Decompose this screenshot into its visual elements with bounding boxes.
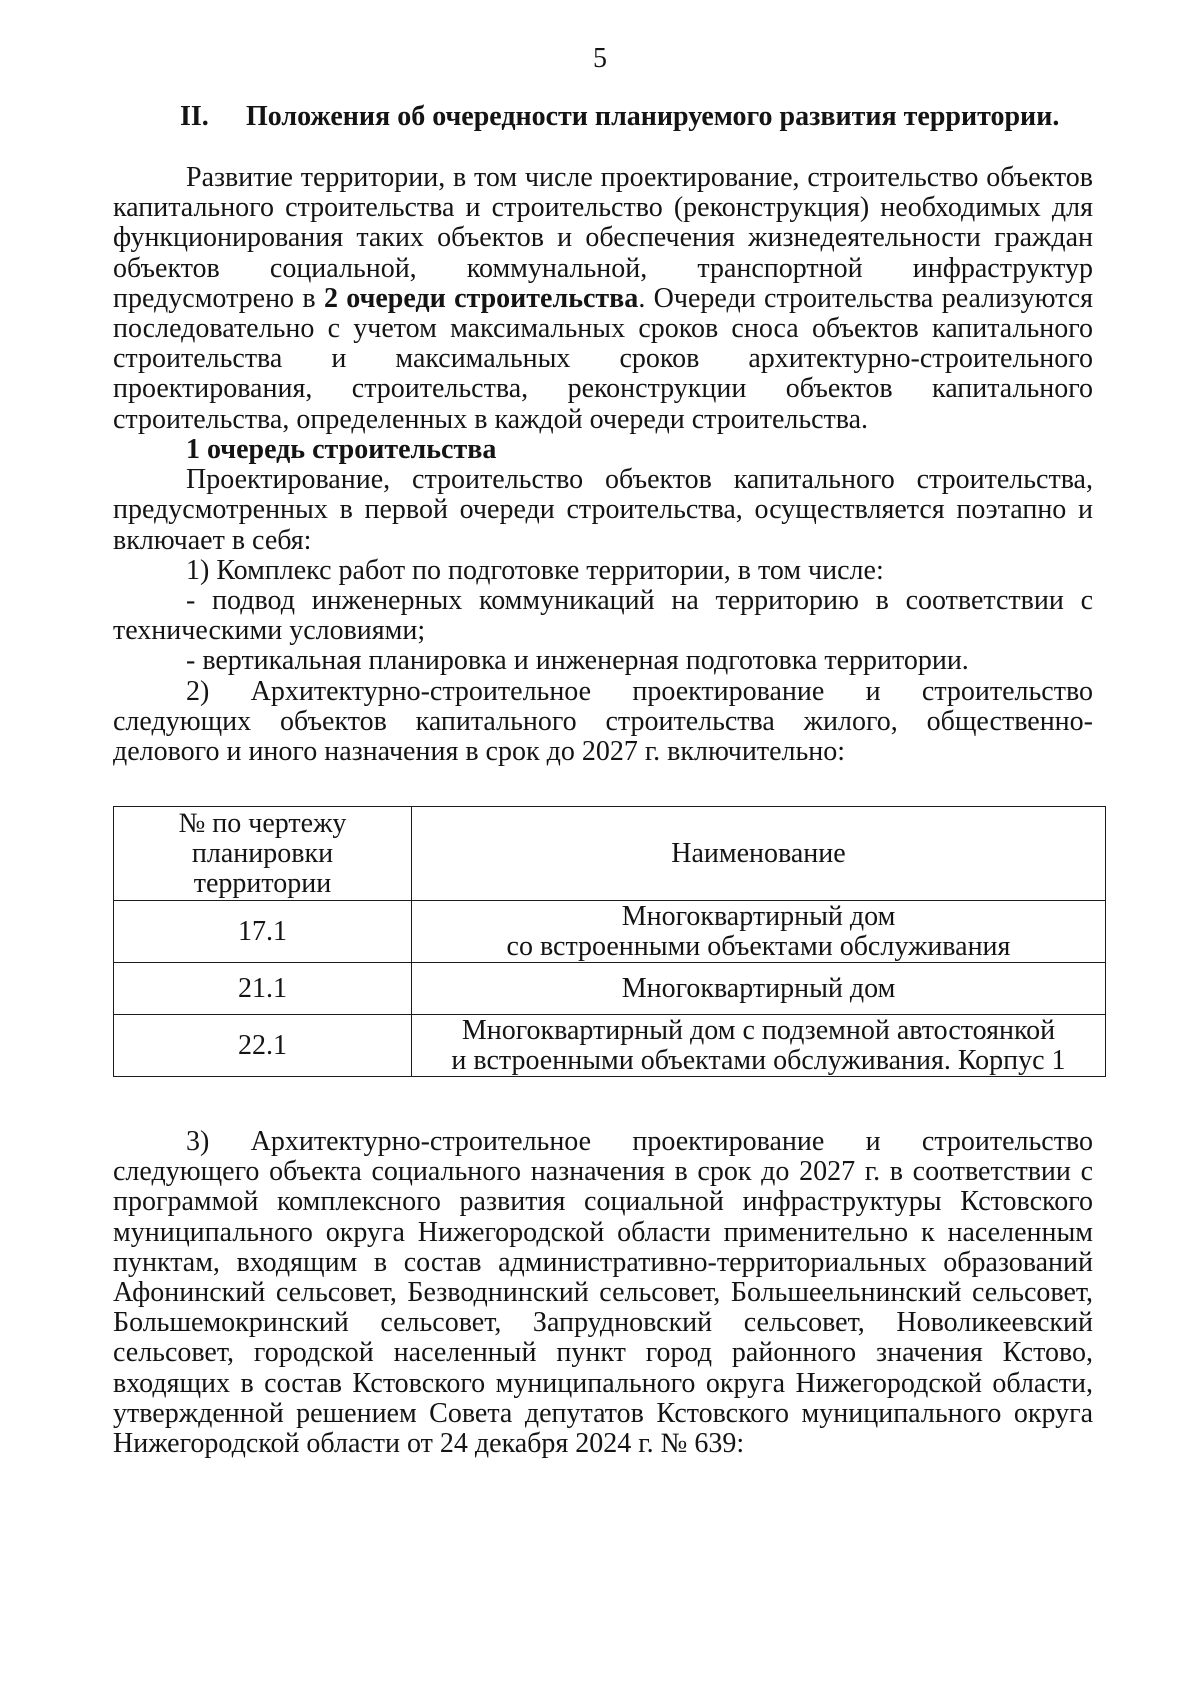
page-number: 5 bbox=[593, 43, 607, 74]
stage1-section bbox=[113, 435, 1093, 767]
header-number-cell: № по чертежу планировки территории bbox=[114, 807, 412, 901]
item3-line: муниципального округа Нижегородской области применительно к населенным bbox=[113, 1216, 1093, 1248]
intro-line: проектирования, строительства, реконструкции объектов капитального bbox=[113, 373, 1093, 405]
row-number-cell: 22.1 bbox=[114, 1015, 412, 1077]
intro-line bbox=[113, 284, 1093, 314]
stage1-line: включает в себя: bbox=[113, 524, 312, 556]
intro-line: строительства, определенных в каждой очереди строительства. bbox=[113, 403, 869, 435]
row-number-cell: 21.1 bbox=[114, 963, 412, 1015]
objects-table bbox=[113, 806, 1106, 1077]
item3-line: Большемокринский сельсовет, Запрудновский сельсовет, Новоликеевский bbox=[113, 1307, 1093, 1339]
stage1-item1a: - подвод инженерных коммуникаций на территорию в соответствии с bbox=[186, 585, 1093, 617]
stage1-item1: 1) Комплекс работ по подготовке территории, в том числе: bbox=[186, 554, 884, 586]
intro-paragraph bbox=[113, 163, 1093, 435]
intro-text: предусмотрено в bbox=[113, 282, 324, 314]
table-row bbox=[114, 963, 1106, 1015]
stage1-item2-cont: следующих объектов капитального строительства жилого, общественно- bbox=[113, 705, 1093, 737]
intro-text: . Очереди строительства реализуются bbox=[638, 282, 1094, 314]
item3-line: Афонинский сельсовет, Безводнинский сельсовет, Большеельнинский сельсовет, bbox=[113, 1277, 1093, 1309]
table-row bbox=[114, 1015, 1106, 1077]
stage1-item2: 2) Архитектурно-строительное проектирование и строительство bbox=[186, 675, 1093, 707]
intro-line: Развитие территории, в том числе проектирование, строительство объектов bbox=[186, 162, 1093, 193]
item3-line: утвержденной решением Совета депутатов Кстовского муниципального округа bbox=[113, 1397, 1093, 1429]
intro-line: функционирования таких объектов и обеспечения жизнедеятельности граждан bbox=[113, 222, 1093, 254]
row-name-cell: Многоквартирный дом с подземной автостоянкой и встроенными объектами обслуживания. Корпус 1 bbox=[412, 1015, 1106, 1077]
intro-line: последовательно с учетом максимальных сроков сноса объектов капитального bbox=[113, 313, 1093, 345]
section-numeral: II. bbox=[180, 101, 209, 132]
intro-line: строительства и максимальных сроков архитектурно-строительного bbox=[113, 343, 1093, 375]
stages-count-emphasis: 2 очереди строительства bbox=[323, 282, 639, 314]
item3-line: 3) Архитектурно-строительное проектирование и строительство bbox=[186, 1126, 1093, 1157]
item3-line: сельсовет, городской населенный пункт город районного значения Кстово, bbox=[113, 1337, 1093, 1369]
row-name-cell: Многоквартирный дом bbox=[412, 963, 1106, 1015]
stage1-item1b: - вертикальная планировка и инженерная подготовка территории. bbox=[186, 645, 969, 677]
item3-line: пунктам, входящим в состав административно-территориальных образований bbox=[113, 1246, 1093, 1278]
stage1-item2-cont: делового и иного назначения в срок до 2027 г. включительно: bbox=[113, 736, 846, 768]
table-row bbox=[114, 901, 1106, 963]
item3-line: входящих в состав Кстовского муниципального округа Нижегородской области, bbox=[113, 1367, 1093, 1399]
section-heading bbox=[180, 102, 1080, 132]
item3-line: Нижегородской области от 24 декабря 2024 г. № 639: bbox=[113, 1428, 745, 1460]
stage1-heading: 1 очередь строительства bbox=[186, 434, 497, 465]
row-name-cell: Многоквартирный дом со встроенными объектами обслуживания bbox=[412, 901, 1106, 963]
intro-line: капитального строительства и строительство (реконструкция) необходимых для bbox=[113, 192, 1093, 224]
item3-paragraph bbox=[113, 1127, 1093, 1459]
stage1-item1a-cont: техническими условиями; bbox=[113, 615, 426, 647]
intro-line: объектов социальной, коммунальной, транспортной инфраструктур bbox=[113, 252, 1093, 284]
item3-line: программой комплексного развития социальной инфраструктуры Кстовского bbox=[113, 1186, 1093, 1218]
table-header-row bbox=[114, 807, 1106, 901]
stage1-line: Проектирование, строительство объектов капитального строительства, bbox=[186, 464, 1093, 496]
stage1-line: предусмотренных в первой очереди строительства, осуществляется поэтапно и bbox=[113, 494, 1093, 526]
row-number-cell: 17.1 bbox=[114, 901, 412, 963]
item3-line: следующего объекта социального назначения в срок до 2027 г. в соответствии с bbox=[113, 1156, 1093, 1188]
section-title: Положения об очередности планируемого развития территории. bbox=[246, 101, 1060, 132]
header-name-cell: Наименование bbox=[412, 807, 1106, 901]
